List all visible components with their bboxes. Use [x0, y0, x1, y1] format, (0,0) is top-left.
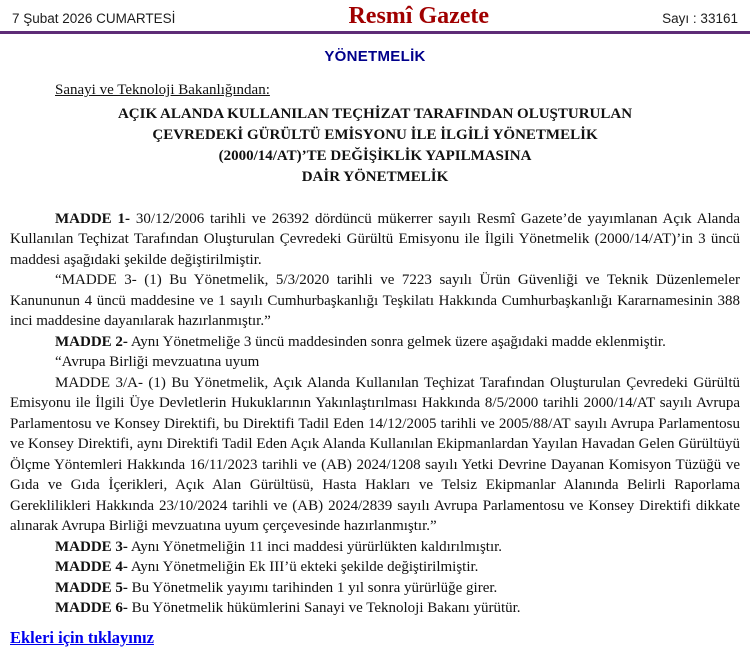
paragraph-madde-5 [10, 578, 740, 599]
paragraph-madde-4 [10, 557, 740, 578]
regulation-title-line-2: ÇEVREDEKİ GÜRÜLTÜ EMİSYONU İLE İLGİLİ YÖNETMELİK [152, 126, 598, 143]
paragraph-eu-heading [10, 352, 740, 373]
footer [0, 628, 750, 648]
section-heading: YÖNETMELİK [324, 48, 426, 65]
madde-5-label: MADDE 5- [55, 579, 128, 596]
regulation-title-line-4: DAİR YÖNETMELİK [301, 168, 449, 185]
paragraph-madde-3 [10, 537, 740, 558]
madde-2-label: MADDE 2- [55, 333, 128, 350]
gazette-issue-number: Sayı : 33161 [662, 11, 738, 26]
attachments-link[interactable]: Ekleri için tıklayınız [10, 627, 154, 647]
madde-3-text: Aynı Yönetmeliğin 11 inci maddesi yürürlükten kaldırılmıştır. [127, 538, 503, 555]
madde-6-text: Bu Yönetmelik hükümlerini Sanayi ve Teknoloji Bakanı yürütür. [127, 600, 521, 616]
masthead [0, 0, 750, 34]
ministry-line: Sanayi ve Teknoloji Bakanlığından: [55, 82, 270, 98]
paragraph-madde-1 [10, 209, 740, 271]
madde-4-text: Aynı Yönetmeliğin Ek III’ü ekteki şekilde değiştirilmiştir. [127, 559, 479, 575]
madde-3-label: MADDE 3- [55, 538, 128, 555]
gazette-date: 7 Şubat 2026 CUMARTESİ [12, 11, 176, 26]
madde-4-label: MADDE 4- [55, 559, 128, 575]
regulation-title-line-3: (2000/14/AT)’TE DEĞİŞİKLİK YAPILMASINA [218, 147, 532, 164]
madde-1-text: 30/12/2006 tarihli ve 26392 dördüncü mükerrer sayılı Resmî Gazete’de yayımlanan Açık Alanda Kullanılan Teçhizat Tarafından Oluşturulan Çevredeki Gürültü Emisyonu ile İlgili Yönetmelik (2000/14/AT)’in 3 üncü maddesi aşağıdaki şekilde değiştirilmiştir. [10, 210, 741, 268]
eu-heading-text: “Avrupa Birliği mevzuatına uyum [55, 354, 260, 370]
paragraph-quoted-madde-3 [10, 270, 740, 332]
madde-2-text: Aynı Yönetmeliğe 3 üncü maddesinden sonra gelmek üzere aşağıdaki madde eklenmiştir. [127, 333, 666, 350]
gazette-title: Resmî Gazete [348, 3, 490, 29]
quoted-madde-3-text: “MADDE 3- (1) Bu Yönetmelik, 5/3/2020 tarihli ve 7223 sayılı Ürün Güvenliği ve Teknik Düzenlemeler Kanununun 4 üncü maddesine ve 1 sayılı Cumhurbaşkanlığı Teşkilatı Hakkında Cumhurbaşkanlığı Kararnamesinin 388 inci maddesine dayanılarak hazırlanmıştır.” [10, 272, 740, 329]
madde-6-label: MADDE 6- [55, 600, 128, 616]
madde-5-text: Bu Yönetmelik yayımı tarihinden 1 yıl sonra yürürlüğe girer. [127, 579, 498, 596]
madde-3a-text: MADDE 3/A- (1) Bu Yönetmelik, Açık Alanda Kullanılan Teçhizat Tarafından Oluşturulan Çevredeki Gürültü Emisyonu ile İlgili Üye Devletlerin Hukuklarının Yakınlaştırılması Hakkında 8/5/2000 tarihli 2000/14/AT sayılı Avrupa Parlamentosu ve Konsey Direktifi, bu Direktifi Tadil Eden 14/12/2005 tarihli ve 2005/88/AT sayılı Avrupa Parlamentosu ve Konsey Direktifi, aynı Direktifi Tadil Eden Açık Alanda Kullanılan Ekipmanlardan Yayılan Havadan Gelen Gürültüyü Ölçme Yöntemleri Hakkında 16/11/2023 tarihli ve (AB) 2024/1208 sayılı Yetki Devrine Dayanan Komisyon Tüzüğü ve Gıda ve Gıda İçerikleri, Açık Alan Gürültüsü, Hasta Hakları ve Telsiz Ekipmanlar Alanında Belirli Raporlama Gereklilikleri Hakkında 23/10/2024 tarihli ve (AB) 2024/2839 sayılı Avrupa Parlamentosu ve Konsey Direktifi dikkate alınarak Avrupa Birliği mevzuatına uyum çerçevesinde hazırlanmıştır.” [10, 374, 740, 534]
paragraphs [10, 209, 740, 619]
paragraph-madde-6 [10, 598, 740, 619]
madde-1-label: MADDE 1- [55, 210, 131, 227]
paragraph-madde-2 [10, 332, 740, 353]
document-body [0, 80, 750, 619]
regulation-title-line-1: AÇIK ALANDA KULLANILAN TEÇHİZAT TARAFINDAN OLUŞTURULAN [117, 105, 633, 122]
paragraph-madde-3a [10, 373, 740, 537]
regulation-title [10, 104, 740, 188]
